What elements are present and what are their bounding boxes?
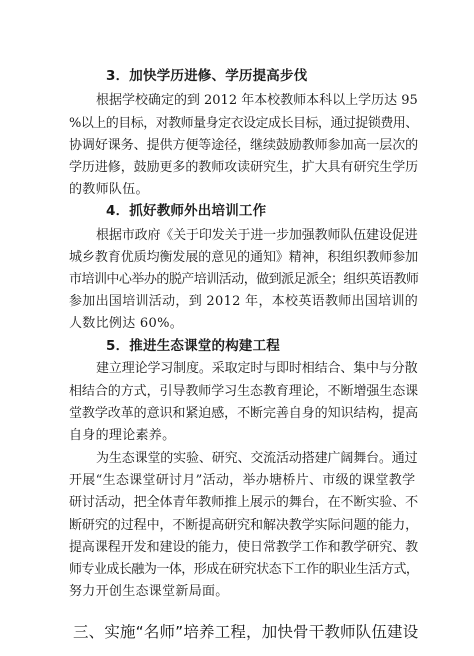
heading-section-3: 3．加快学历进修、学历提高步伐	[106, 68, 308, 84]
paragraph-line: 开展“生态课堂研讨月”活动，举办塘桥片、市级的课堂教学	[69, 473, 416, 488]
paragraph-line: 协调好课务、提供方便等途径，继续鼓励教师参加高一层次的	[69, 138, 419, 153]
paragraph-line: 努力开创生态课堂新局面。	[69, 584, 229, 599]
paragraph-line: 城乡教育优质均衡发展的意见的通知》精神，积组织教师参加	[69, 250, 419, 265]
heading-section-4: 4．抓好教师外出培训工作	[106, 203, 267, 219]
paragraph-line: 根据市政府《关于印发关于进一步加强教师队伍建设促进	[96, 228, 418, 243]
paragraph-line: 自身的理论素养。	[69, 428, 176, 443]
paragraph-line: 建立理论学习制度。采取定时与即时相结合、集中与分散	[96, 361, 418, 376]
paragraph-line: 研讨活动，把全体青年教师推上展示的舞台，在不断实验、不	[69, 495, 419, 510]
section-title-three: 三、实施“名师”培养工程，加快骨干教师队伍建设	[73, 623, 419, 641]
paragraph-line: 堂教学改革的意识和紧迫感，不断完善自身的知识结构，提高	[69, 406, 419, 421]
paragraph-line: 提高课程开发和建设的能力，使日常教学工作和教学研究、教	[69, 540, 419, 555]
paragraph-line: 相结合的方式，引导教师学习生态教育理论，不断增强生态课	[69, 384, 419, 399]
paragraph-line: 参加出国培训活动，到 2012 年，本校英语教师出国培训的	[69, 294, 419, 309]
paragraph-line: 的教师队伍。	[69, 182, 149, 197]
paragraph-line: 市培训中心举办的脱产培训活动，做到派足派全；组织英语教师	[69, 272, 419, 287]
paragraph-line: %以上的目标，对教师量身定衣设定成长目标，通过捉锁费用、	[69, 116, 418, 131]
paragraph-line: 学历进修，鼓励更多的教师攻读研究生，扩大具有研究生学历	[69, 160, 419, 175]
paragraph-line: 断研究的过程中，不断提高研究和解决教学实际问题的能力，	[69, 518, 419, 533]
paragraph-line: 人数比例达 60%。	[69, 316, 184, 331]
heading-section-5: 5．推进生态课堂的构建工程	[106, 338, 280, 354]
paragraph-line: 师专业成长融为一体，形成在研究状态下工作的职业生活方式，	[69, 562, 419, 577]
paragraph-line: 根据学校确定的到 2012 年本校教师本科以上学历达 95	[96, 93, 418, 108]
paragraph-line: 为生态课堂的实验、研究、交流活动搭建广阔舞台。通过	[96, 451, 418, 466]
